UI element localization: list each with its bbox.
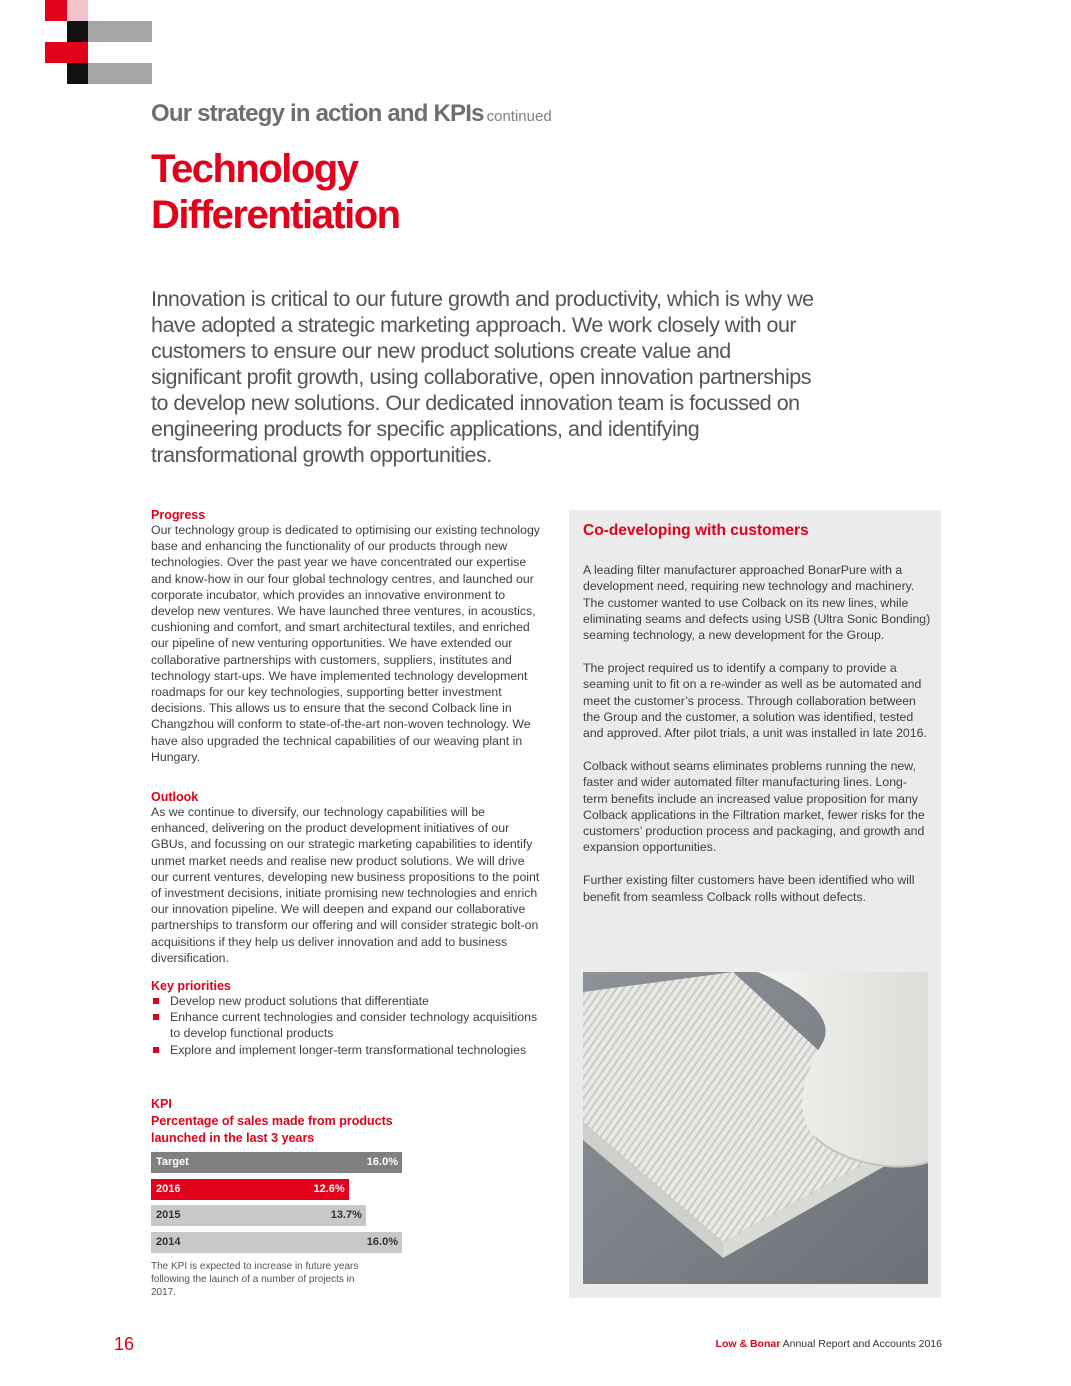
case-study-body [583, 562, 931, 921]
kpi-bar-2016 [151, 1179, 349, 1200]
footer-brand: Low & Bonar [715, 1338, 781, 1350]
kpi-bar-label: 2015 [156, 1209, 181, 1221]
page-title [151, 146, 571, 238]
filter-material-photo [583, 972, 928, 1284]
outlook-body: As we continue to diversify, our technology capabilities will be enhanced, delivering on the product development initiatives of our GBUs, and focussing on our strategic marketing capabilities to identify unmet market needs and realise new product solutions. We will drive our current ventures, developing new business propositions to the point of investment decisions, initiate promising new technologies and enrich our innovation pipeline. We will deepen and expand our collaborative partnerships to transform our offering and will consider strategic bolt-on acquisitions if they help us deliver innovation and add to business diversification. [151, 805, 540, 965]
case-study-paragraph-2: The project required us to identify a company to provide a seaming unit to fit on a re-winder as well as be automated and meet the customer’s process. Through collaboration between the Group and the customer, a solution was identified, tested and approved. After pilot trials, a unit was installed in late 2016. [583, 660, 927, 741]
footer-report-title: Annual Report and Accounts 2016 [782, 1338, 942, 1350]
kpi-bar-2015 [151, 1205, 366, 1226]
bullet-square-icon [153, 1014, 159, 1020]
case-study-paragraph-1: A leading filter manufacturer approached BonarPure with a development need, requiring new technology and machinery. The customer wanted to use Colback on its new lines, while eliminating seams and defects using USB (Ultra Sonic Bonding) seaming technology, a new development for the Group. [583, 563, 931, 643]
progress-body: Our technology group is dedicated to optimising our existing technology base and enhancing the functionality of our products through new technologies. Over the past year we have concentrated our expertise and know-how in our four global technology centres, and launched our corporate incubator, which provides an innovative environment to develop new ventures. We have launched three ventures, in acoustics, cushioning and comfort, and smart architectural textiles, and enriched our pipeline of new venturing opportunities. We have extended our collaborative partnerships with customers, suppliers, institutes and technology start-ups. We have implemented technology development roadmaps for our key technologies, supporting better investment decisions. This allows us to ensure that the second Colback line in Changzhou will conform to state-of-the-art non-woven technology. We have also upgraded the technical capabilities of our weaving plant in Hungary. [151, 523, 540, 764]
kpi-bar-chart [151, 1152, 411, 1252]
kpi-footnote: The KPI is expected to increase in future years following the launch of a number of projects in 2017. [151, 1261, 359, 1298]
list-item: Develop new product solutions that differentiate [151, 993, 543, 1009]
kpi-bar-value: 13.7% [330, 1209, 362, 1221]
kpi-subheading-line-2: launched in the last 3 years [151, 1131, 315, 1145]
list-item: Enhance current technologies and consider technology acquisitions to develop functional products [151, 1009, 543, 1041]
key-priorities-heading: Key priorities [151, 979, 231, 993]
section-kicker [151, 100, 552, 128]
list-item: Explore and implement longer-term transformational technologies [151, 1042, 543, 1058]
key-priorities-list [151, 993, 543, 1058]
kpi-subheading-line-1: Percentage of sales made from products [151, 1114, 393, 1128]
page-title-line-2: Differentiation [151, 193, 400, 237]
intro-paragraph: Innovation is critical to our future growth and productivity, which is why we have adopted a strategic marketing approach. We work closely with our customers to ensure our new product solutions create value and significant profit growth, using collaborative, open innovation partnerships to develop new solutions. Our dedicated innovation team is focussed on engineering products for specific applications, and identifying transformational growth opportunities. [151, 287, 814, 467]
key-priorities-section [151, 979, 543, 1058]
case-study-paragraph-3: Colback without seams eliminates problems running the new, faster and wider automated filter manufacturing lines. Long-term benefits include an increased value proposition for many Colback applications in the Filtration market, fewer risks for the customers’ production process and packaging, and growth and expansion opportunities. [583, 758, 925, 855]
kpi-bar-2014 [151, 1232, 402, 1253]
footer-credit [700, 1338, 942, 1350]
kpi-bar-label: 2016 [156, 1182, 181, 1195]
kpi-bar-label: 2014 [156, 1235, 181, 1248]
kpi-bar-value: 12.6% [313, 1182, 345, 1195]
kpi-bar-target [151, 1152, 402, 1173]
kpi-bar-label: Target [156, 1156, 189, 1168]
outlook-section [151, 790, 543, 966]
bullet-square-icon [153, 1047, 159, 1053]
outlook-heading: Outlook [151, 790, 199, 804]
kpi-bar-value: 16.0% [366, 1235, 398, 1248]
kicker-suffix: continued [486, 108, 552, 125]
progress-heading: Progress [151, 508, 206, 522]
case-study-title: Co-developing with customers [583, 522, 809, 539]
bullet-square-icon [153, 998, 159, 1004]
kpi-bar-value: 16.0% [366, 1156, 398, 1168]
kpi-section [151, 1096, 411, 1147]
progress-section [151, 508, 543, 765]
case-study-paragraph-4: Further existing filter customers have been identified who will benefit from seamless Colback rolls without defects. [583, 873, 915, 904]
page-number: 16 [114, 1334, 135, 1354]
kpi-heading: KPI [151, 1097, 172, 1111]
page-title-line-1: Technology [151, 147, 358, 191]
kicker-text: Our strategy in action and KPIs [151, 100, 484, 127]
